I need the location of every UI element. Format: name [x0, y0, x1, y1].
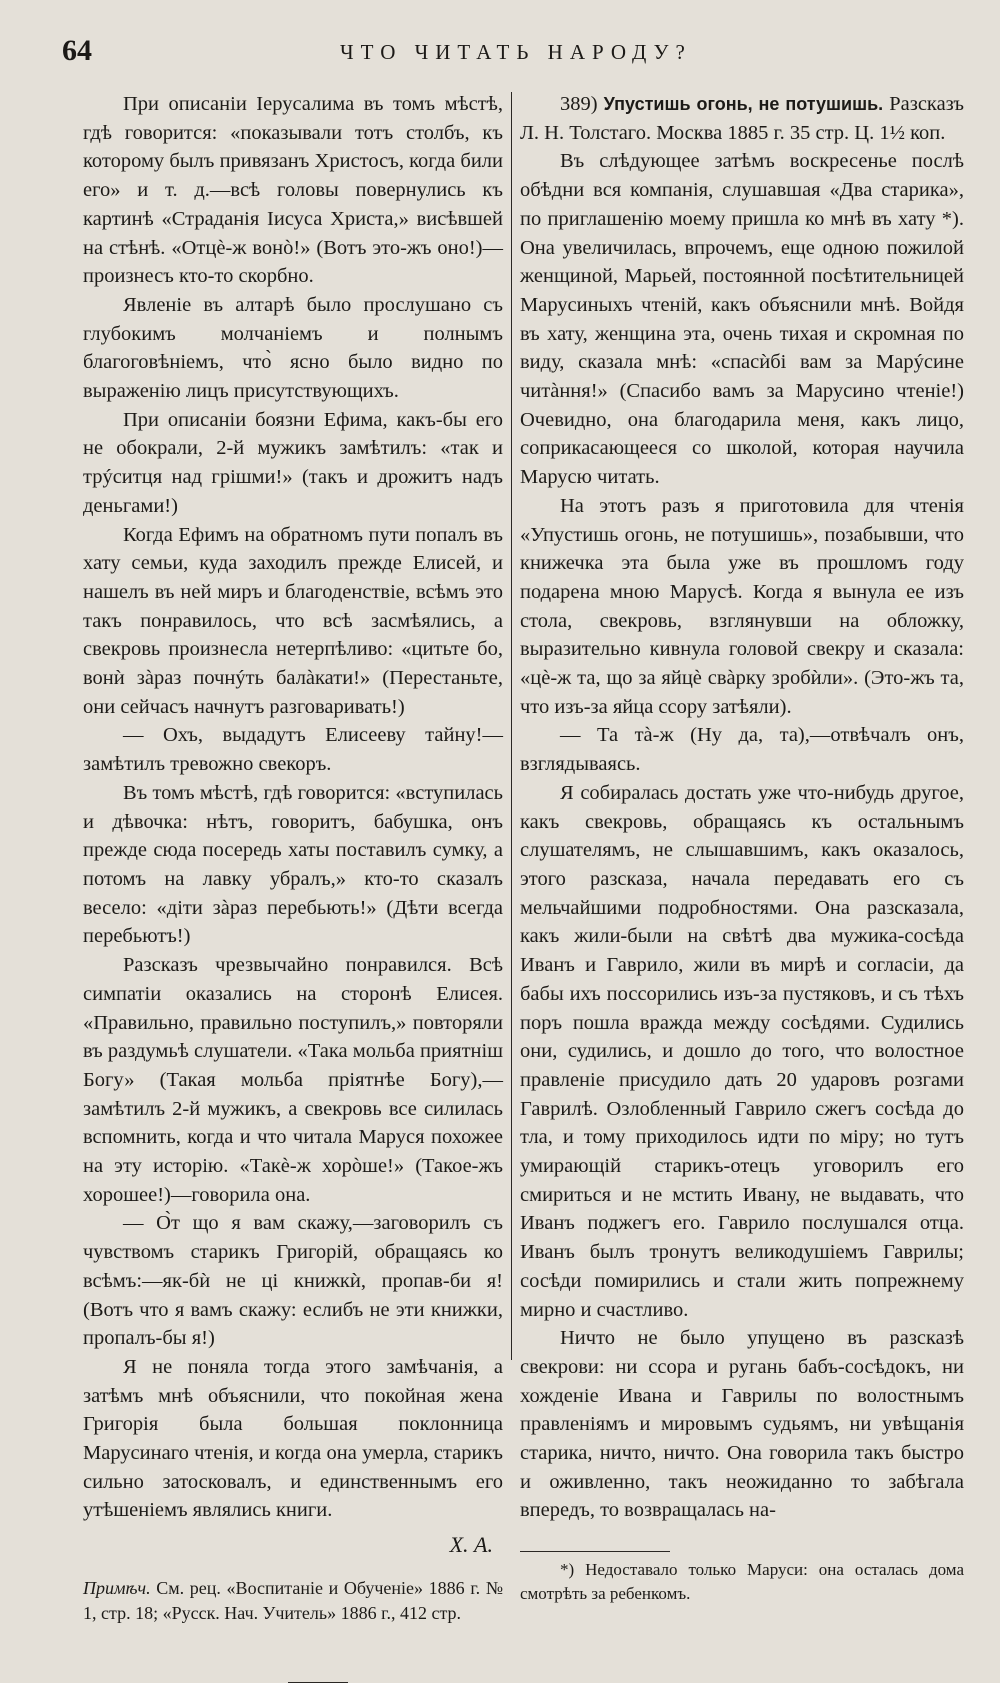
paragraph: — О̀т що я вам скажу,—заговорилъ съ чувствомъ старикъ Григорій, обращаясь ко всѣмъ:—як-бѝ не ці книжкѝ, пропав-би я! (Вотъ что я вамъ скажу: еслибъ не эти книжки, пропалъ-бы я!): [83, 1212, 503, 1350]
paragraph: На этотъ разъ я приготовила для чтенія «Упустишь огонь, не потушишь», позабывши, что книжечка эта была уже въ прошломъ году подарена мною Марусѣ. Когда я вынула ее изъ стола, свекровь, взглянувши на обложку, выразительно кивнула головой свекру и сказала: «цѐ-ж та, що за яйцѐ свàрку зробѝли». (Это-жъ та, что изъ-за яйца ссору затѣяли).: [520, 494, 964, 718]
column-divider: [511, 92, 512, 1360]
paragraph: Разсказъ чрезвычайно понравился. Всѣ симпатіи оказались на сторонѣ Елисея. «Правильно, правильно поступилъ,» повторяли въ раздумьѣ слушатели. «Така мольба приятніш Богу» (Такая мольба пріятнѣе Богу),—замѣтилъ 2-й мужикъ, а свекровь все силилась вспомнить, когда и что читала Маруся похожее на эту исторію. «Такè-ж хорòше!» (Такое-жъ хорошее!)—говорила она.: [83, 954, 503, 1206]
page-number: 64: [62, 34, 92, 67]
footnote: *) Недоставало только Маруси: она осталась дома смотрѣть за ребенкомъ.: [520, 1560, 964, 1604]
footnote-rule: [520, 1551, 670, 1552]
paragraph: При описаніи Іерусалима въ томъ мѣстѣ, гдѣ говорится: «показывали тотъ столбъ, къ которому былъ привязанъ Христосъ, когда били его» и т. д.—всѣ головы повернулись къ картинѣ «Страданія Іисуса Христа,» висѣвшей на стѣнѣ. «Отцѐ-ж вонò!» (Вотъ это-жъ оно!)—произнесъ кто-то скорбно.: [83, 93, 503, 288]
paragraph: Въ слѣдующее затѣмъ воскресенье послѣ обѣдни вся компанія, слушавшая «Два старика», по приглашенію моему пришла ко мнѣ въ хату *). Она увеличилась, впрочемъ, еще одною пожилой женщиной, Марьей, постоянной посѣтительницей Марусиныхъ чтеній, какъ объяснили мнѣ. Войдя въ хату, женщина эта, очень тихая и скромная по виду, сказала мнѣ: «спасѝбі вам за Марýсине читàння!» (Спасибо вамъ за Марусино чтеніе!) Очевидно, она благодарила меня, какъ лицо, соприкасающееся со школой, которая научила Марусю читать.: [520, 150, 964, 489]
paragraph: — Та тà-ж (Ну да, та),—отвѣчалъ онъ, взглядываясь.: [520, 724, 964, 776]
paragraph: Я не поняла тогда этого замѣчанія, а затѣмъ мнѣ объяснили, что покойная жена Григорія была большая поклонница Марусинаго чтенія, и когда она умерла, старикъ сильно затосковалъ, и единственнымъ его утѣшеніемъ являлись книги.: [83, 1355, 503, 1522]
paragraph: Когда Ефимъ на обратномъ пути попалъ въ хату семьи, куда заходилъ прежде Елисей, и нашелъ въ ней миръ и благоденствіе, всѣмъ это такъ понравилось, что всѣ засмѣялись, а свекровь произнесла нетерпѣливо: «цитьте бо, вонѝ зàраз почнýть балàкати!» (Перестаньте, они сейчасъ начнутъ разговаривать!): [83, 523, 503, 718]
book-details: Разсказъ Л. Н. Толстаго. Москва 1885 г. 35 стр. Ц. 1½ коп.: [520, 93, 965, 144]
paragraph: Явленіе въ алтарѣ было прослушано съ глубокимъ молчаніемъ и полнымъ благоговѣніемъ, что̀ ясно было видно по выраженію лицъ присутствующихъ.: [83, 293, 503, 403]
author-signature: Х. А.: [449, 1532, 493, 1558]
note-text: См. рец. «Воспитаніе и Обученіе» 1886 г. № 1, стр. 18; «Русск. Нач. Учитель» 1886 г., 412 стр.: [83, 1577, 503, 1623]
paragraph: При описаніи боязни Ефима, какъ-бы его не обокрали, 2-й мужикъ замѣтилъ: «так и трýситця над грішми!» (такъ и дрожитъ надъ деньгами!): [83, 408, 503, 517]
right-column: [520, 90, 964, 1606]
entry-number: 389): [560, 93, 598, 115]
running-title: ЧТО ЧИТАТЬ НАРОДУ?: [340, 40, 692, 64]
book-title: Упустишь огонь, не потушишь.: [603, 94, 884, 114]
paragraph: Въ томъ мѣстѣ, гдѣ говорится: «вступилась и дѣвочка: нѣтъ, говоритъ, бабушка, онъ прежде сюда посередь хаты поставилъ сумку, а потомъ на лавку убралъ,» кто-то сказалъ весело: «діти зàраз перебьють!» (Дѣти всегда перебьютъ!): [83, 781, 503, 948]
paragraph: — Охъ, выдадутъ Елисееву тайну!—замѣтилъ тревожно свекоръ.: [83, 724, 503, 776]
book-entry-heading: [520, 90, 964, 147]
left-column: [83, 90, 503, 1683]
note-label: Примѣч.: [83, 1577, 151, 1598]
paragraph: Ничто не было упущено въ разсказѣ свекрови: ни ссора и ругань бабъ-сосѣдокъ, ни хожденіе Ивана и Гаврилы по волостнымъ правленіямъ и мировымъ судьямъ, ни увѣщанія старика, ничто, ничто. Она говорила такъ быстро и оживленно, такъ неожиданно то забѣгала впередъ, то возвращалась на-: [520, 1327, 964, 1522]
paragraph: Я собиралась достать уже что-нибудь другое, какъ свекровь, обращаясь къ остальнымъ слушателямъ, не слышавшимъ, какъ оказалось, этого разсказа, начала передавать его съ мельчайшими подробностями. Она разсказала, какъ жили-были на свѣтѣ два мужика-сосѣда Иванъ и Гаврило, жили въ мирѣ и согласіи, да бабы ихъ поссорились изъ-за пустяковъ, и съ тѣхъ поръ пошла вражда между сосѣдями. Судились они, судились, и дошло до того, что волостное правленіе присудило дать 20 ударовъ розгами Гаврилѣ. Озлобленный Гаврило сжегъ сосѣда до тла, и тому приходилось идти по міру; но тутъ умирающій старикъ-отецъ уговорилъ его смириться и не мстить Ивану, не выдавать, что Иванъ поджегъ его. Гаврило послушался отца. Иванъ былъ тронутъ великодушіемъ Гаврилы; сосѣди помирились и стали жить попрежнему мирно и счастливо.: [520, 781, 964, 1321]
review-note: [83, 1576, 503, 1626]
